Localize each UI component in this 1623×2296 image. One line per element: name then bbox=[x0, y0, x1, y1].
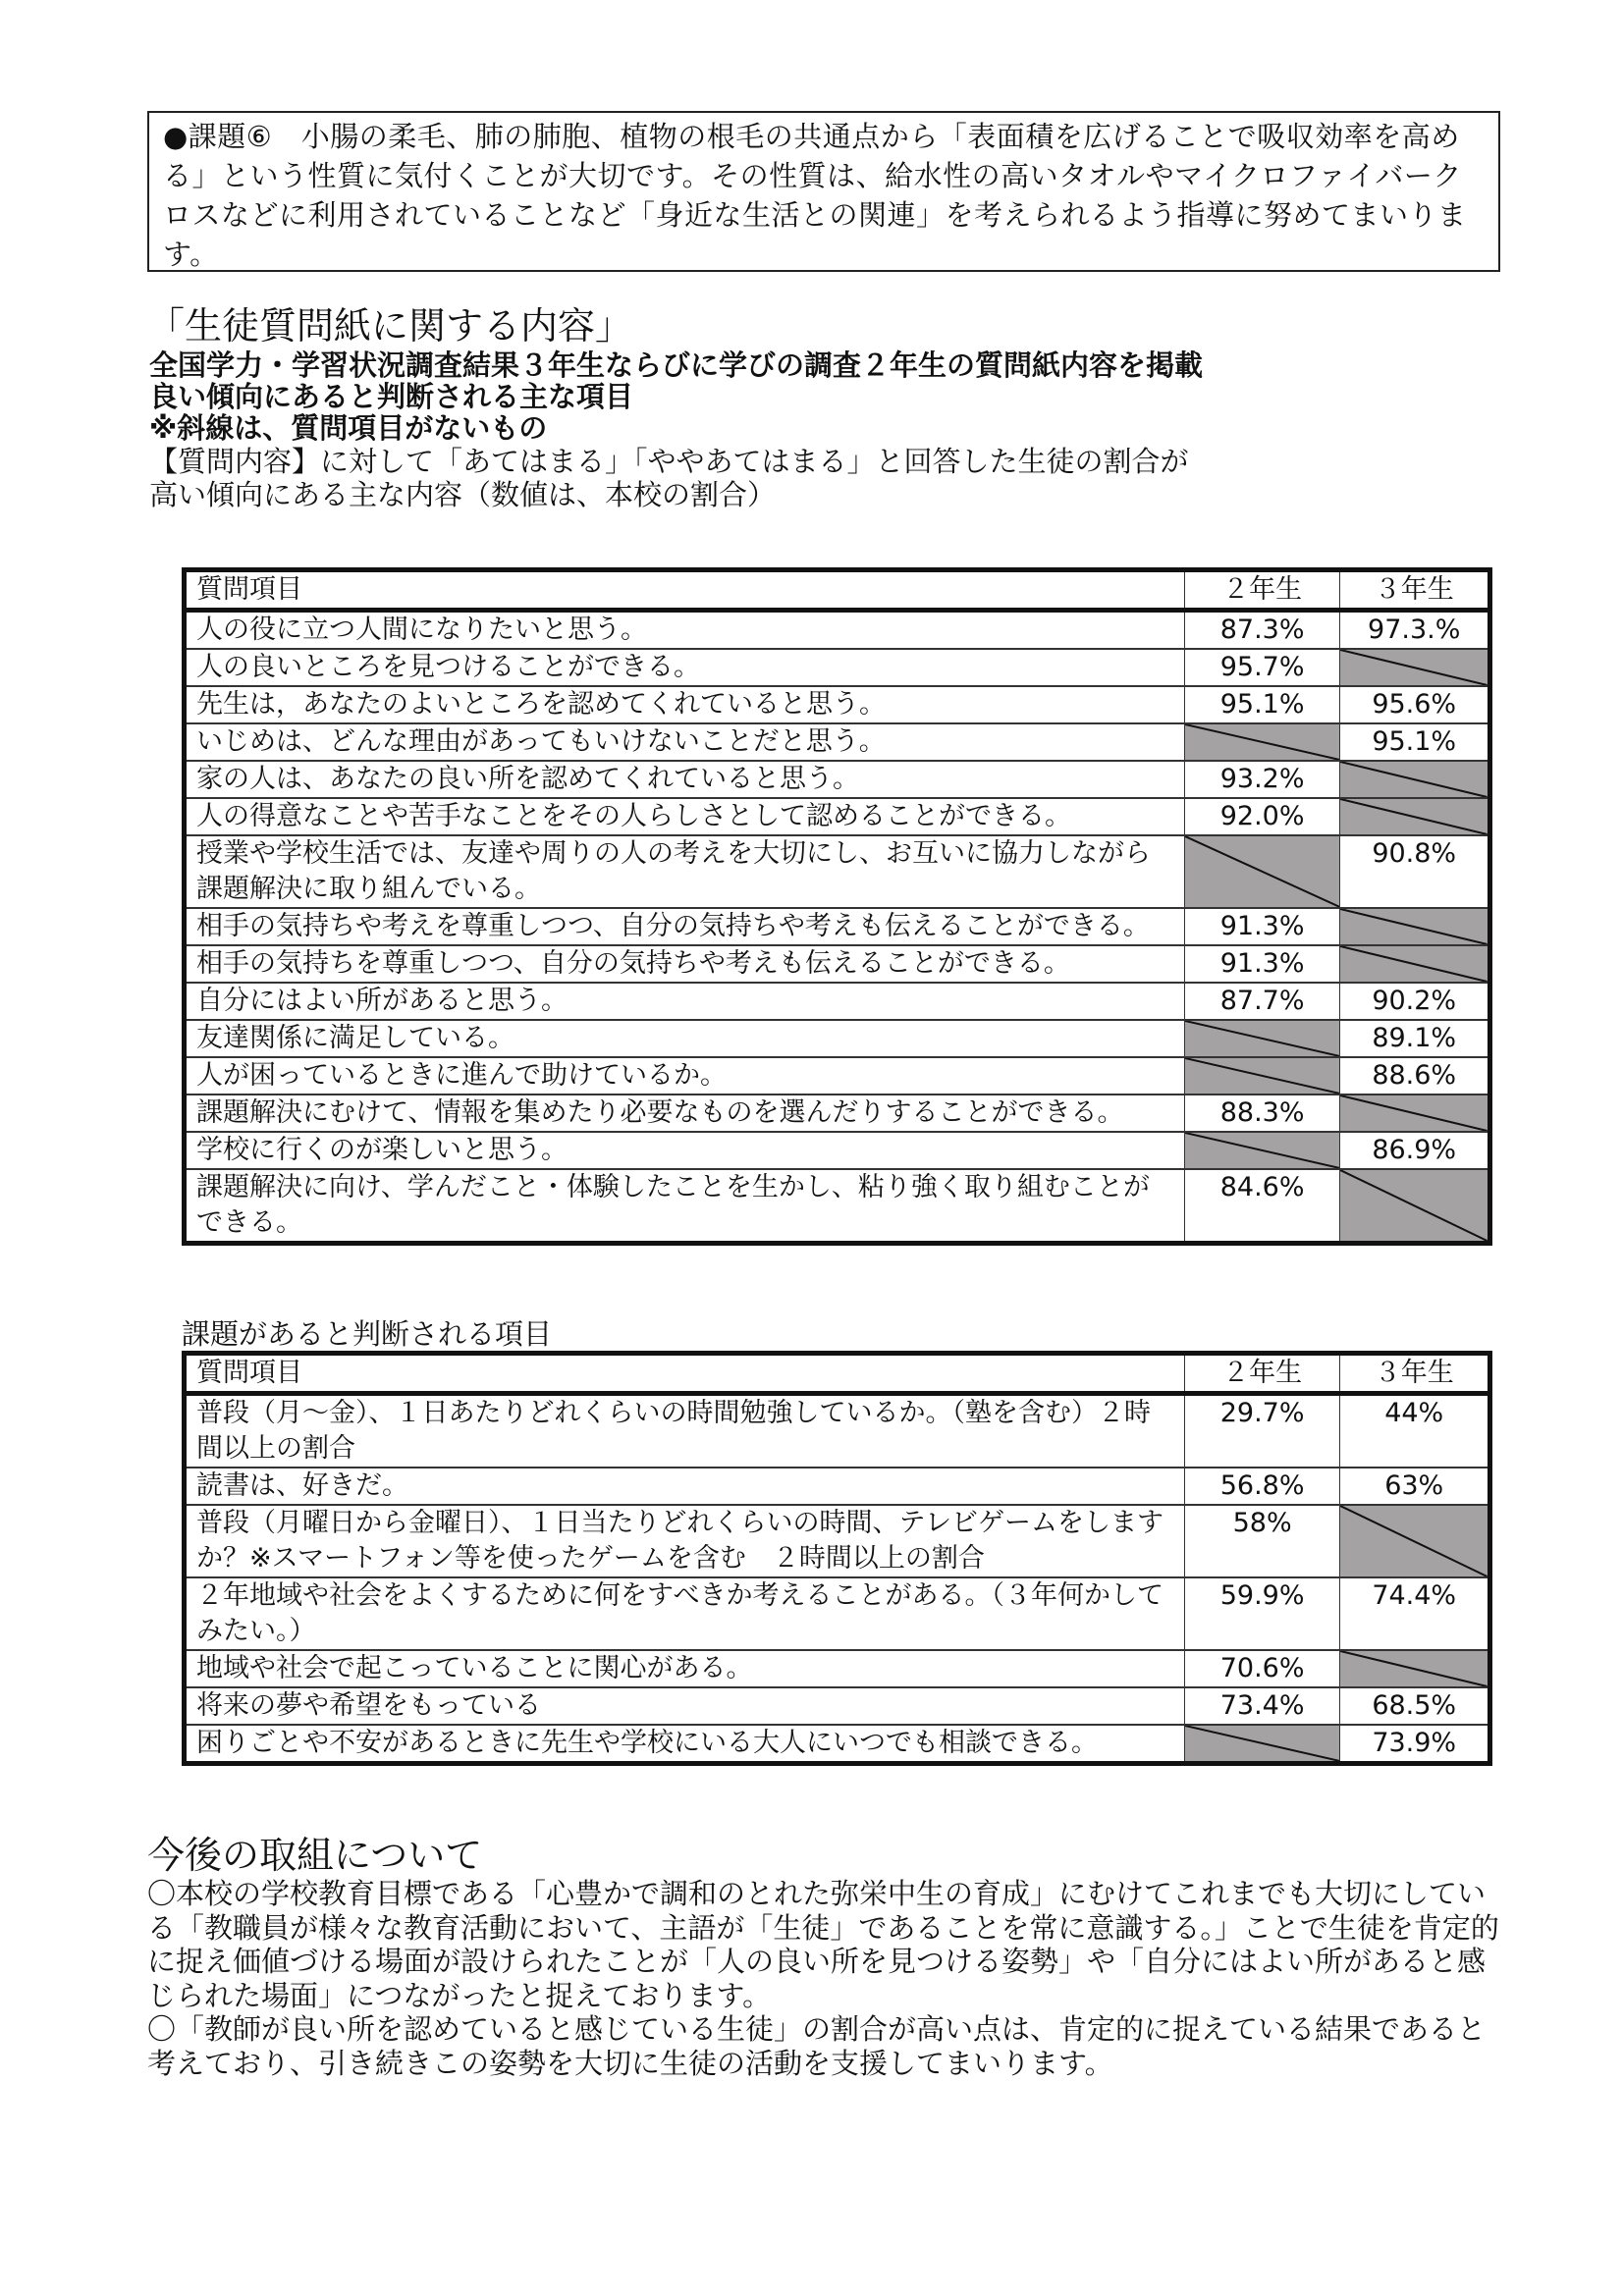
hatched-cell-note: ※斜線は、質問項目がないもの bbox=[149, 411, 548, 445]
issues-table bbox=[182, 1351, 1492, 1766]
grade3-value: 90.8% bbox=[1340, 835, 1490, 908]
grade3-value: 97.3.% bbox=[1340, 611, 1490, 650]
grade2-value: 92.0% bbox=[1184, 798, 1340, 835]
good-table-body bbox=[185, 611, 1490, 1244]
not-applicable-cell bbox=[1184, 1132, 1340, 1169]
header-grade2: ２年生 bbox=[1184, 570, 1340, 611]
table-row bbox=[185, 649, 1490, 686]
not-applicable-cell bbox=[1184, 835, 1340, 908]
grade2-value: 87.7% bbox=[1184, 983, 1340, 1020]
diagonal-slash-icon bbox=[1340, 909, 1488, 944]
good-trend-heading: 良い傾向にあると判断される主な項目 bbox=[149, 380, 634, 413]
question-cell: 自分にはよい所があると思う。 bbox=[185, 983, 1185, 1020]
not-applicable-cell bbox=[1340, 908, 1490, 945]
grade3-value: 63% bbox=[1340, 1468, 1490, 1505]
not-applicable-cell bbox=[1340, 1505, 1490, 1577]
question-cell: 家の人は、あなたの良い所を認めてくれていると思う。 bbox=[185, 761, 1185, 798]
diagonal-slash-icon bbox=[1185, 1021, 1340, 1056]
question-cell: 相手の気持ちを尊重しつつ、自分の気持ちや考えも伝えることができる。 bbox=[185, 945, 1185, 983]
question-criteria-line2: 高い傾向にある主な内容（数値は、本校の割合） bbox=[149, 478, 777, 511]
table-row bbox=[185, 1505, 1490, 1577]
header-question: 質問項目 bbox=[185, 570, 1185, 611]
grade2-value: 84.6% bbox=[1184, 1169, 1340, 1244]
table-row bbox=[185, 1468, 1490, 1505]
table-row bbox=[185, 611, 1490, 650]
grade2-value: 88.3% bbox=[1184, 1095, 1340, 1132]
grade3-value: 95.1% bbox=[1340, 723, 1490, 761]
table-row bbox=[185, 1057, 1490, 1095]
grade3-value: 68.5% bbox=[1340, 1687, 1490, 1725]
diagonal-slash-icon bbox=[1185, 724, 1340, 760]
grade2-value: 93.2% bbox=[1184, 761, 1340, 798]
question-cell: 友達関係に満足している。 bbox=[185, 1020, 1185, 1057]
table-row bbox=[185, 1169, 1490, 1244]
intro-note-text: ●課題⑥ 小腸の柔毛、肺の肺胞、植物の根毛の共通点から「表面積を広げることで吸収効率を高める」という性質に気付くことが大切です。その性質は、給水性の高いタオルやマイクロファイバークロスなどに利用されていることなど「身近な生活との関連」を考えられるよう指導に努めてまいります。 bbox=[163, 120, 1467, 271]
table-row bbox=[185, 1687, 1490, 1725]
question-cell: 普段（月～金）、１日あたりどれくらいの時間勉強しているか。（塾を含む）２時間以上の割合 bbox=[185, 1394, 1185, 1468]
diagonal-slash-icon bbox=[1185, 836, 1340, 907]
grade3-value: 86.9% bbox=[1340, 1132, 1490, 1169]
grade3-value: 90.2% bbox=[1340, 983, 1490, 1020]
question-cell: 地域や社会で起こっていることに関心がある。 bbox=[185, 1650, 1185, 1687]
question-cell: ２年地域や社会をよくするために何をすべきか考えることがある。（３年何かしてみたい。） bbox=[185, 1577, 1185, 1650]
not-applicable-cell bbox=[1340, 1095, 1490, 1132]
question-cell: 学校に行くのが楽しいと思う。 bbox=[185, 1132, 1185, 1169]
grade3-value: 88.6% bbox=[1340, 1057, 1490, 1095]
table-header-row bbox=[185, 1354, 1490, 1394]
good-trend-table bbox=[182, 567, 1492, 1246]
grade2-value: 70.6% bbox=[1184, 1650, 1340, 1687]
issues-table-body bbox=[185, 1394, 1490, 1764]
question-cell: 課題解決に向け、学んだこと・体験したことを生かし、粘り強く取り組むことができる。 bbox=[185, 1169, 1185, 1244]
table-row bbox=[185, 723, 1490, 761]
grade3-value: 95.6% bbox=[1340, 686, 1490, 723]
grade2-value: 56.8% bbox=[1184, 1468, 1340, 1505]
diagonal-slash-icon bbox=[1340, 1095, 1488, 1131]
diagonal-slash-icon bbox=[1185, 1058, 1340, 1094]
not-applicable-cell bbox=[1340, 798, 1490, 835]
grade2-value: 91.3% bbox=[1184, 908, 1340, 945]
table-row bbox=[185, 1132, 1490, 1169]
grade3-value: 44% bbox=[1340, 1394, 1490, 1468]
not-applicable-cell bbox=[1184, 1020, 1340, 1057]
header-grade2: ２年生 bbox=[1184, 1354, 1340, 1394]
diagonal-slash-icon bbox=[1340, 946, 1488, 982]
question-criteria-line1: 【質問内容】に対して「あてはまる」「ややあてはまる」と回答した生徒の割合が bbox=[149, 445, 1189, 478]
diagonal-slash-icon bbox=[1340, 650, 1488, 685]
grade2-value: 58% bbox=[1184, 1505, 1340, 1577]
question-cell: 将来の夢や希望をもっている bbox=[185, 1687, 1185, 1725]
not-applicable-cell bbox=[1340, 761, 1490, 798]
table-row bbox=[185, 761, 1490, 798]
header-question: 質問項目 bbox=[185, 1354, 1185, 1394]
header-grade3: ３年生 bbox=[1340, 570, 1490, 611]
question-cell: 読書は、好きだ。 bbox=[185, 1468, 1185, 1505]
question-cell: 人の良いところを見つけることができる。 bbox=[185, 649, 1185, 686]
question-cell: いじめは、どんな理由があってもいけないことだと思う。 bbox=[185, 723, 1185, 761]
table-row bbox=[185, 983, 1490, 1020]
diagonal-slash-icon bbox=[1340, 1651, 1488, 1686]
not-applicable-cell bbox=[1340, 649, 1490, 686]
diagonal-slash-icon bbox=[1340, 799, 1488, 834]
table-row bbox=[185, 835, 1490, 908]
question-cell: 普段（月曜日から金曜日）、１日当たりどれくらいの時間、テレビゲームをしますか？※スマートフォン等を使ったゲームを含む ２時間以上の割合 bbox=[185, 1505, 1185, 1577]
table-row bbox=[185, 1020, 1490, 1057]
diagonal-slash-icon bbox=[1340, 1506, 1488, 1576]
issues-table-caption: 課題があると判断される項目 bbox=[182, 1317, 553, 1351]
grade2-value: 87.3% bbox=[1184, 611, 1340, 650]
grade2-value: 95.1% bbox=[1184, 686, 1340, 723]
question-cell: 授業や学校生活では、友達や周りの人の考えを大切にし、お互いに協力しながら課題解決に取り組んでいる。 bbox=[185, 835, 1185, 908]
question-cell: 先生は，あなたのよいところを認めてくれていると思う。 bbox=[185, 686, 1185, 723]
table-row bbox=[185, 1725, 1490, 1764]
table-row bbox=[185, 1577, 1490, 1650]
grade3-value: 89.1% bbox=[1340, 1020, 1490, 1057]
survey-section-title: 「生徒質問紙に関する内容」 bbox=[147, 304, 633, 347]
table-row bbox=[185, 798, 1490, 835]
diagonal-slash-icon bbox=[1340, 1170, 1488, 1241]
question-cell: 人の役に立つ人間になりたいと思う。 bbox=[185, 611, 1185, 650]
diagonal-slash-icon bbox=[1340, 762, 1488, 797]
table-row bbox=[185, 1394, 1490, 1468]
not-applicable-cell bbox=[1340, 1169, 1490, 1244]
table-header-row bbox=[185, 570, 1490, 611]
not-applicable-cell bbox=[1184, 1057, 1340, 1095]
table-row bbox=[185, 945, 1490, 983]
table-row bbox=[185, 1095, 1490, 1132]
future-paragraph-2: 〇「教師が良い所を認めていると感じている生徒」の割合が高い点は、肯定的に捉えている結果であると考えており、引き続きこの姿勢を大切に生徒の活動を支援してまいります。 bbox=[147, 2012, 1487, 2080]
header-grade3: ３年生 bbox=[1340, 1354, 1490, 1394]
grade3-value: 73.9% bbox=[1340, 1725, 1490, 1764]
table-row bbox=[185, 1650, 1490, 1687]
grade2-value: 73.4% bbox=[1184, 1687, 1340, 1725]
question-cell: 相手の気持ちや考えを尊重しつつ、自分の気持ちや考えも伝えることができる。 bbox=[185, 908, 1185, 945]
table-row bbox=[185, 686, 1490, 723]
question-cell: 人が困っているときに進んで助けているか。 bbox=[185, 1057, 1185, 1095]
future-paragraph-1: 〇本校の学校教育目標である「心豊かで調和のとれた弥栄中生の育成」にむけてこれまでも大切にしている「教職員が様々な教育活動において、主語が「生徒」であることを常に意識する。」ことで生徒を肯定的に捉え価値づける場面が設けられたことが「人の良い所を見つける姿勢」や「自分にはよい所があると感じられた場面」につながったと捉えております。 bbox=[147, 1877, 1499, 2012]
question-cell: 課題解決にむけて、情報を集めたり必要なものを選んだりすることができる。 bbox=[185, 1095, 1185, 1132]
not-applicable-cell bbox=[1340, 945, 1490, 983]
not-applicable-cell bbox=[1184, 1725, 1340, 1764]
diagonal-slash-icon bbox=[1185, 1726, 1340, 1761]
survey-description: 全国学力・学習状況調査結果３年生ならびに学びの調査２年生の質問紙内容を掲載 bbox=[149, 348, 1204, 382]
not-applicable-cell bbox=[1340, 1650, 1490, 1687]
grade2-value: 59.9% bbox=[1184, 1577, 1340, 1650]
diagonal-slash-icon bbox=[1185, 1133, 1340, 1168]
table-row bbox=[185, 908, 1490, 945]
grade2-value: 95.7% bbox=[1184, 649, 1340, 686]
intro-note-box bbox=[147, 111, 1500, 272]
future-efforts-body bbox=[147, 1877, 1502, 2080]
grade2-value: 29.7% bbox=[1184, 1394, 1340, 1468]
question-cell: 困りごとや不安があるときに先生や学校にいる大人にいつでも相談できる。 bbox=[185, 1725, 1185, 1764]
future-efforts-title: 今後の取組について bbox=[147, 1834, 483, 1877]
grade3-value: 74.4% bbox=[1340, 1577, 1490, 1650]
question-cell: 人の得意なことや苦手なことをその人らしさとして認めることができる。 bbox=[185, 798, 1185, 835]
not-applicable-cell bbox=[1184, 723, 1340, 761]
grade2-value: 91.3% bbox=[1184, 945, 1340, 983]
